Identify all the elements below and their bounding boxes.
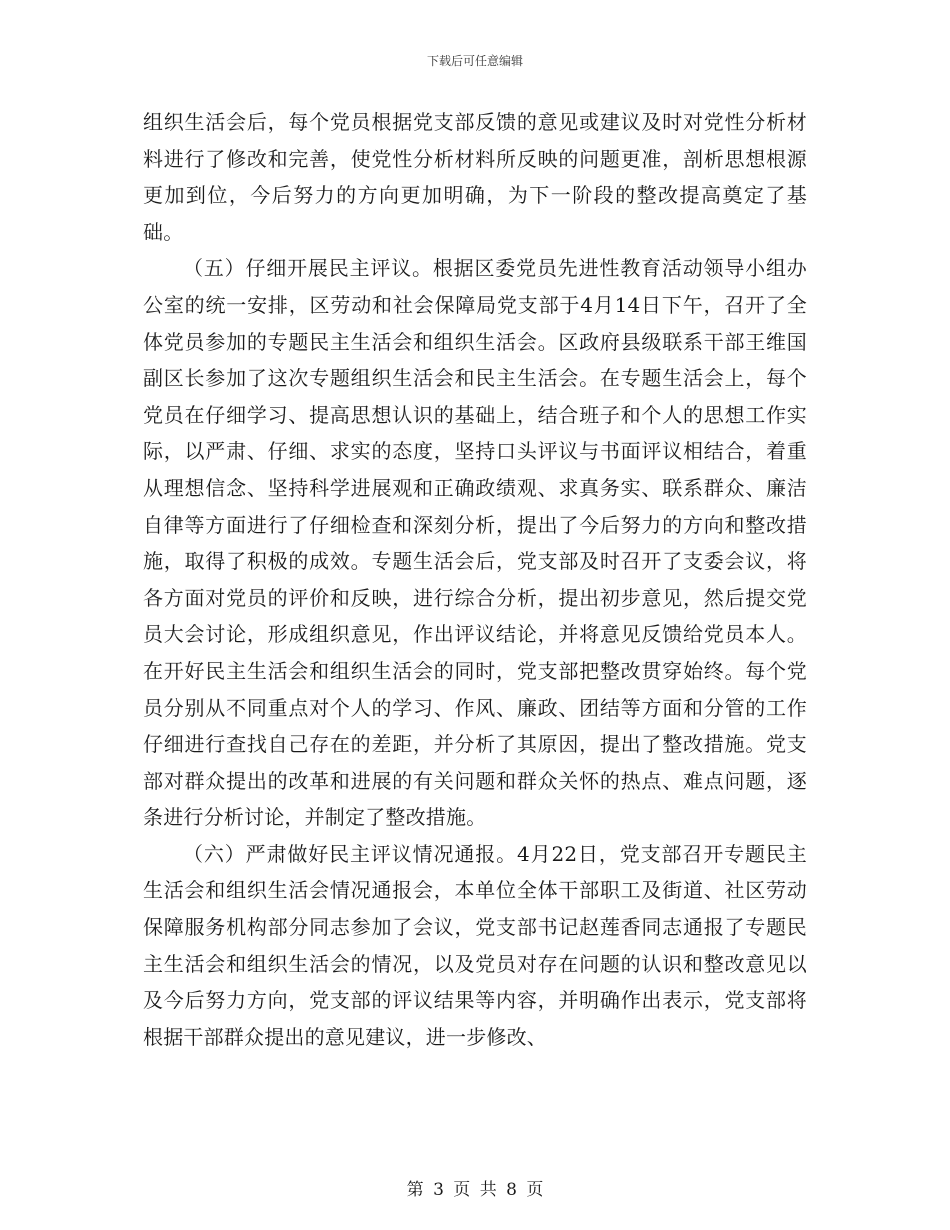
paragraph-2: （五）仔细开展民主评议。根据区委党员先进性教育活动领导小组办公室的统一安排，区劳动和社会保障局党支部于4月14日下午，召开了全体党员参加的专题民主生活会和组织生活会。区政府县级联系干部王维国副区长参加了这次专题组织生活会和民主生活会。在专题生活会上，每个党员在仔细学习、提高思想认识的基础上，结合班子和个人的思想工作实际，以严肃、仔细、求实的态度，坚持口头评议与书面评议相结合，着重从理想信念、坚持科学进展观和正确政绩观、求真务实、联系群众、廉洁自律等方面进行了仔细检查和深刻分析，提出了今后努力的方向和整改措施，取得了积极的成效。专题生活会后，党支部及时召开了支委会议，将各方面对党员的评价和反映，进行综合分析，提出初步意见，然后提交党员大会讨论，形成组织意见，作出评议结论，并将意见反馈给党员本人。在开好民主生活会和组织生活会的同时，党支部把整改贯穿始终。每个党员分别从不同重点对个人的学习、作风、廉政、团结等方面和分管的工作仔细进行查找自己存在的差距，并分析了其原因，提出了整改措施。党支部对群众提出的改革和进展的有关问题和群众关怀的热点、难点问题，逐条进行分析讨论，并制定了整改措施。 xyxy=(143,256,807,830)
paragraph-1: 组织生活会后，每个党员根据党支部反馈的意见或建议及时对党性分析材料进行了修改和完善，使党性分析材料所反映的问题更准，剖析思想根源更加到位，今后努力的方向更加明确，为下一阶段的整改提高奠定了基础。 xyxy=(143,110,807,244)
page-header-note: 下载后可任意编辑 xyxy=(426,54,523,68)
document-body xyxy=(143,104,807,1055)
page-number-footer: 第 3 页 共 8 页 xyxy=(406,1180,544,1200)
paragraph-3: （六）严肃做好民主评议情况通报。4月22日，党支部召开专题民主生活会和组织生活会情况通报会，本单位全体干部职工及街道、社区劳动保障服务机构部分同志参加了会议，党支部书记赵莲香同志通报了专题民主生活会和组织生活会的情况，以及党员对存在问题的认识和整改意见以及今后努力方向，党支部的评议结果等内容，并明确作出表示，党支部将根据干部群众提出的意见建议，进一步修改、 xyxy=(143,841,807,1049)
